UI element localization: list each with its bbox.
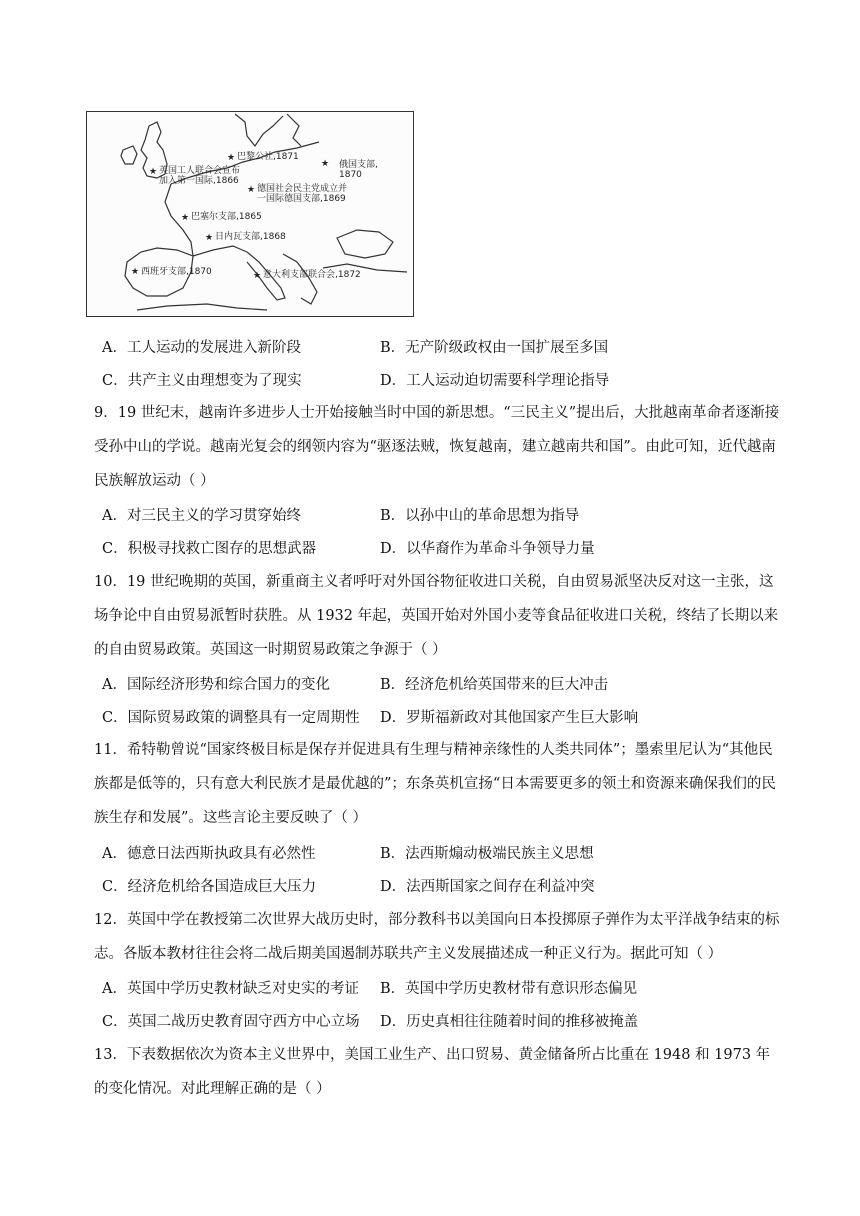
map-label-basel-section: 巴塞尔支部,1865 bbox=[191, 212, 262, 222]
q8-option-a: A．工人运动的发展进入新阶段 bbox=[102, 340, 301, 356]
map-label-british-union: 英国工人联合会宣布 加入第一国际,1866 bbox=[159, 166, 241, 186]
q12-stem: 12．英国中学在教授第二次世界大战历史时，部分教科书以美国向日本投掷原子弹作为太平洋战争结束的标志。各版本教材往往会将二战后期美国遏制苏联共产主义发展描述成一种正义行为。据此可知（ ） bbox=[94, 912, 780, 962]
q12-option-d: D．历史真相往往随着时间的推移被掩盖 bbox=[380, 1014, 639, 1030]
q8-option-b: B．无产阶级政权由一国扩展至多国 bbox=[380, 340, 609, 356]
q11-option-d: D．法西斯国家之间存在利益冲突 bbox=[380, 879, 595, 895]
q10-option-a: A．国际经济形势和综合国力的变化 bbox=[102, 677, 330, 693]
q12-option-b: B．英国中学历史教材带有意识形态偏见 bbox=[380, 981, 638, 997]
q10-option-b: B．经济危机给英国带来的巨大冲击 bbox=[380, 677, 609, 693]
map-label-paris-commune: 巴黎公社,1871 bbox=[237, 152, 299, 162]
svg-text:★: ★ bbox=[181, 213, 190, 223]
svg-text:★: ★ bbox=[205, 233, 214, 243]
svg-text:★: ★ bbox=[227, 153, 236, 163]
q8-option-d: D．工人运动迫切需要科学理论指导 bbox=[380, 373, 610, 389]
q10-option-c: C．国际贸易政策的调整具有一定周期性 bbox=[102, 710, 360, 726]
q11-option-c: C．经济危机给各国造成巨大压力 bbox=[102, 879, 317, 895]
svg-text:★: ★ bbox=[149, 167, 158, 177]
map-label-italy-federation: 意大利支部联合会,1872 bbox=[263, 270, 361, 280]
q9-option-b: B．以孙中山的革命思想为指导 bbox=[380, 508, 580, 524]
q11-stem: 11．希特勒曾说“国家终极目标是保存并促进具有生理与精神亲缘性的人类共同体”；墨索里尼认为“其他民族都是低等的，只有意大利民族才是最优越的”；东条英机宣扬“日本需要更多的领土和资源来确保我们的民族生存和发展”。这些言论主要反映了（ ） bbox=[94, 742, 776, 826]
map-label-geneva-section: 日内瓦支部,1868 bbox=[215, 232, 286, 242]
svg-text:★: ★ bbox=[321, 159, 330, 169]
map-label-german-sdp: 德国社会民主党成立并 一国际德国支部,1869 bbox=[257, 184, 348, 204]
map-label-spain-section: 西班牙支部,1870 bbox=[141, 267, 212, 277]
q12-option-a: A．英国中学历史教材缺乏对史实的考证 bbox=[102, 981, 359, 997]
svg-text:★: ★ bbox=[247, 185, 256, 195]
q12-option-c: C．英国二战历史教育固守西方中心立场 bbox=[102, 1014, 360, 1030]
q9-option-d: D．以华裔作为革命斗争领导力量 bbox=[380, 541, 595, 557]
q10-stem: 10．19 世纪晚期的英国，新重商主义者呼吁对外国谷物征收进口关税，自由贸易派坚决反对这一主张，这场争论中自由贸易派暂时获胜。从 1932 年起，英国开始对外国小麦等食品征收进口关税，终结了长期以来的自由贸易政策。英国这一时期贸易政策之争源于（ ） bbox=[94, 574, 779, 658]
q11-option-b: B．法西斯煽动极端民族主义思想 bbox=[380, 846, 594, 862]
svg-text:★: ★ bbox=[253, 271, 262, 281]
q9-stem: 9．19 世纪末，越南许多进步人士开始接触当时中国的新思想。“三民主义”提出后，大批越南革命者逐渐接受孙中山的学说。越南光复会的纲领内容为“驱逐法贼，恢复越南，建立越南共和国”。由此可知，近代越南民族解放运动（ ） bbox=[94, 405, 780, 489]
q11-option-a: A．德意日法西斯执政具有必然性 bbox=[102, 846, 316, 862]
map-label-russia-section: 俄国支部, 1870 bbox=[339, 160, 378, 180]
q9-option-a: A．对三民主义的学习贯穿始终 bbox=[102, 508, 301, 524]
svg-text:★: ★ bbox=[131, 267, 140, 277]
q13-stem: 13．下表数据依次为资本主义世界中，美国工业生产、出口贸易、黄金储备所占比重在 1948 和 1973 年的变化情况。对此理解正确的是（ ） bbox=[94, 1047, 771, 1097]
europe-map-figure bbox=[86, 111, 414, 317]
q10-option-d: D．罗斯福新政对其他国家产生巨大影响 bbox=[380, 710, 639, 726]
q8-option-c: C．共产主义由理想变为了现实 bbox=[102, 373, 302, 389]
q9-option-c: C．积极寻找救亡图存的思想武器 bbox=[102, 541, 317, 557]
